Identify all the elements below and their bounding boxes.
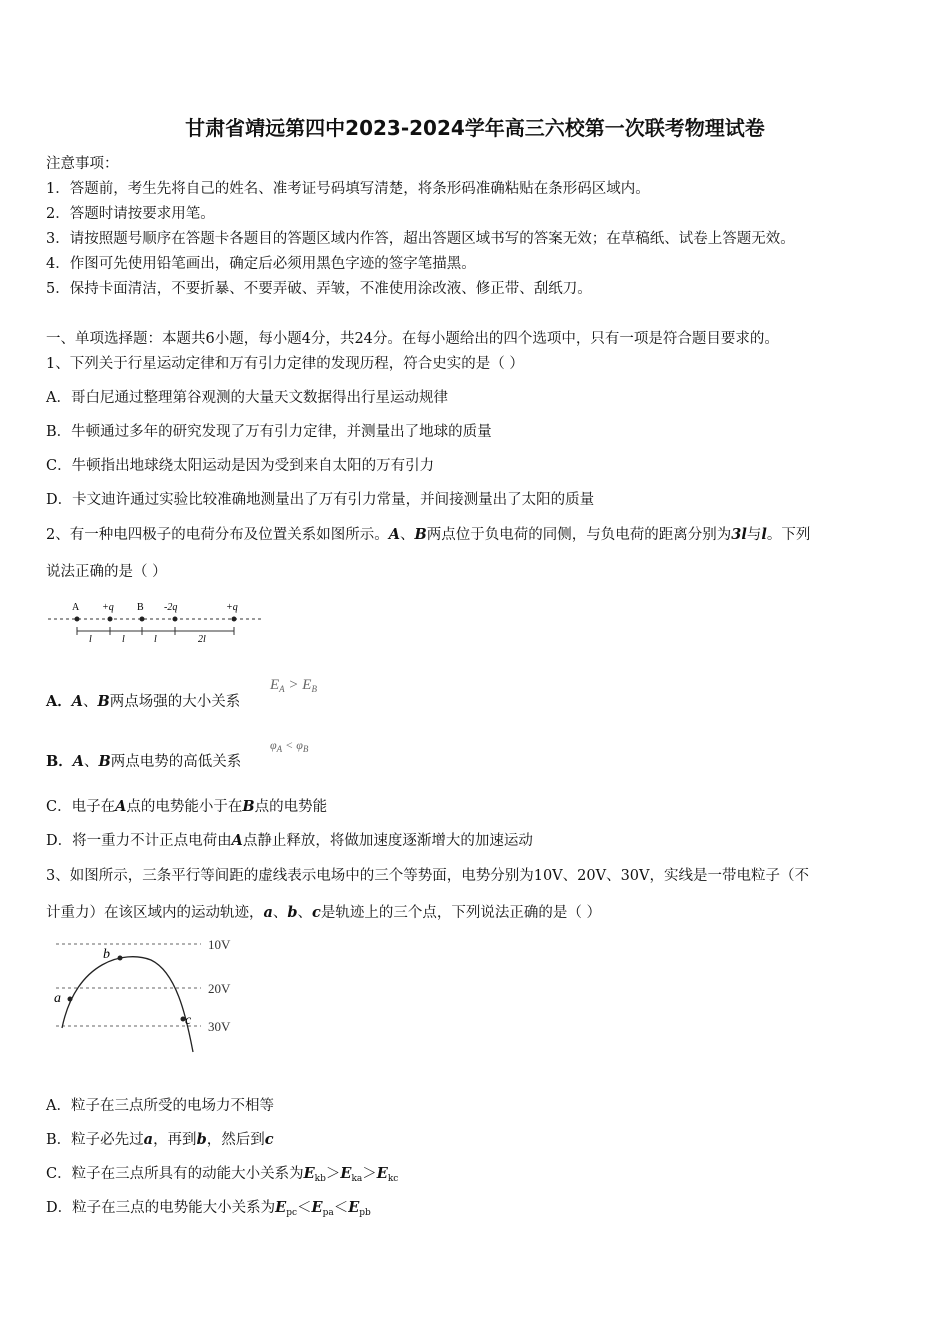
- page-title: 甘肃省靖远第四中2023-2024学年高三六校第一次联考物理试卷: [185, 116, 765, 140]
- q3-stem-line1: 3、如图所示，三条平行等间距的虚线表示电场中的三个等势面，电势分别为10V、20V、30V，实线是一带电粒子（不: [46, 868, 809, 884]
- notice-item-3: 3．请按照题号顺序在答题卡各题目的答题区域内作答，超出答题区域书写的答案无效；在草稿纸、试卷上答题无效。: [46, 231, 795, 247]
- q2-stem-line1: 2、有一种电四极子的电荷分布及位置关系如图所示。A、B两点位于负电荷的同侧，与负电荷的距离分别为3l与l。下列: [46, 526, 811, 543]
- q1-option-b: B．牛顿通过多年的研究发现了万有引力定律，并测量出了地球的质量: [46, 424, 492, 440]
- point-label: B: [137, 602, 144, 613]
- point-label: A: [72, 602, 80, 613]
- notice-item-2: 2．答题时请按要求用笔。: [46, 206, 215, 222]
- notice-header: 注意事项：: [46, 156, 119, 172]
- point-a: [68, 997, 73, 1002]
- q3-option-b: B．粒子必先过a，再到b，然后到c: [46, 1131, 274, 1148]
- charge-point: [232, 617, 237, 622]
- q2-option-a: A．A、B两点场强的大小关系: [46, 693, 241, 710]
- q2-option-d: D．将一重力不计正点电荷由A点静止释放，将做加速度逐渐增大的加速运动: [46, 832, 533, 849]
- point-b: [118, 956, 123, 961]
- charge-point: [173, 617, 178, 622]
- notice-item-1: 1．答题前，考生先将自己的姓名、准考证号码填写清楚，将条形码准确粘贴在条形码区域内。: [46, 181, 650, 197]
- point-label: b: [103, 947, 110, 962]
- distance-label: l: [89, 634, 92, 643]
- charge-point: [140, 617, 145, 622]
- potential-label: 30V: [208, 1019, 231, 1034]
- equipotential-figure: [46, 930, 256, 1058]
- notice-item-4: 4．作图可先使用铅笔画出，确定后必须用黑色字迹的签字笔描黑。: [46, 256, 476, 272]
- q2-option-c: C．电子在A点的电势能小于在B点的电势能: [46, 798, 328, 815]
- section-header: 一、单项选择题：本题共6小题，每小题4分，共24分。在每小题给出的四个选项中，只有一项是符合题目要求的。: [46, 331, 779, 347]
- q3-stem-line2: 计重力）在该区域内的运动轨迹，a、b、c是轨迹上的三个点，下列说法正确的是（ ）: [46, 904, 601, 921]
- potential-label: 20V: [208, 981, 231, 996]
- charge-point: [108, 617, 113, 622]
- q3-option-a: A．粒子在三点所受的电场力不相等: [46, 1098, 274, 1114]
- point-label: +q: [226, 602, 238, 613]
- q3-option-c: C．粒子在三点所具有的动能大小关系为$E_{kb}>E_{ka}>E_{kc}$: [46, 1165, 399, 1184]
- q1-option-d: D．卡文迪许通过实验比较准确地测量出了万有引力常量，并间接测量出了太阳的质量: [46, 492, 595, 508]
- point-label: -2q: [164, 602, 178, 613]
- distance-label: l: [122, 634, 125, 643]
- notice-item-5: 5．保持卡面清洁，不要折暴、不要弄破、弄皱，不准使用涂改液、修正带、刮纸刀。: [46, 281, 592, 297]
- point-label: c: [185, 1013, 192, 1028]
- q1-option-a: A．哥白尼通过整理第谷观测的大量天文数据得出行星运动规律: [46, 390, 448, 406]
- distance-label: l: [154, 634, 157, 643]
- potential-label: 10V: [208, 937, 231, 952]
- particle-trajectory: [62, 957, 193, 1052]
- q3-option-d: D．粒子在三点的电势能大小关系为$E_{pc}<E_{pa}<E_{pb}$: [46, 1199, 371, 1218]
- q2-formula-a: $E_A > E_B$: [270, 677, 317, 694]
- q1-stem: 1、下列关于行星运动定律和万有引力定律的发现历程，符合史实的是（ ）: [46, 356, 524, 372]
- q2-option-b: B．A、B两点电势的高低关系: [46, 753, 242, 770]
- charge-point: [75, 617, 80, 622]
- q2-formula-b: $\varphi_A < \varphi_B$: [270, 738, 309, 754]
- point-label: +q: [102, 602, 114, 613]
- distance-label: 2l: [198, 634, 206, 643]
- quadrupole-figure: [46, 595, 266, 643]
- q1-option-c: C．牛顿指出地球绕太阳运动是因为受到来自太阳的万有引力: [46, 458, 435, 474]
- q2-stem-line2: 说法正确的是（ ）: [46, 564, 167, 580]
- point-label: a: [54, 991, 61, 1006]
